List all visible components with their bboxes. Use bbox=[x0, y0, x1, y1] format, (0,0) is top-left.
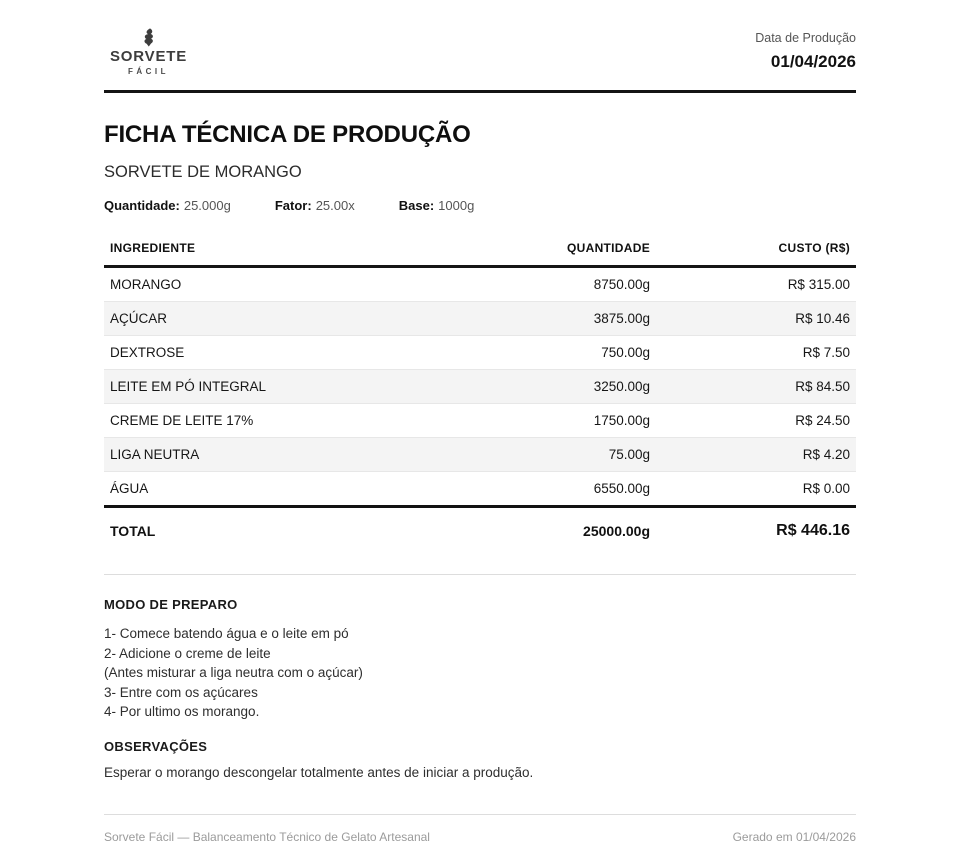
document-header bbox=[104, 28, 856, 93]
footer-generated-date: Gerado em 01/04/2026 bbox=[732, 829, 856, 844]
total-row bbox=[104, 507, 856, 551]
document-footer bbox=[104, 814, 856, 844]
ingredient-cost: R$ 84.50 bbox=[656, 370, 856, 404]
table-header-row bbox=[104, 233, 856, 267]
column-header-ingredient: INGREDIENTE bbox=[104, 233, 404, 267]
production-date-block bbox=[755, 28, 856, 72]
batch-info-row bbox=[104, 198, 856, 213]
preparo-steps bbox=[104, 624, 856, 722]
ingredient-row bbox=[104, 438, 856, 472]
ingredient-quantity: 3875.00g bbox=[404, 302, 656, 336]
ingredient-name: LIGA NEUTRA bbox=[104, 438, 404, 472]
brand-name: SORVETE bbox=[110, 48, 188, 65]
ingredient-cost: R$ 315.00 bbox=[656, 267, 856, 302]
ingredient-name: CREME DE LEITE 17% bbox=[104, 404, 404, 438]
total-label: TOTAL bbox=[104, 507, 404, 551]
production-date-label: Data de Produção bbox=[755, 31, 856, 45]
ingredients-body bbox=[104, 267, 856, 507]
ingredient-quantity: 1750.00g bbox=[404, 404, 656, 438]
ingredient-row bbox=[104, 336, 856, 370]
ingredient-cost: R$ 0.00 bbox=[802, 481, 850, 496]
quantity-value: 25.000g bbox=[183, 198, 231, 213]
base-label: Base: bbox=[398, 198, 435, 213]
preparation-step: (Antes misturar a liga neutra com o açúcar) bbox=[104, 665, 363, 680]
ingredient-quantity: 8750.00g bbox=[404, 267, 656, 302]
base-info bbox=[399, 198, 475, 213]
production-sheet bbox=[104, 0, 856, 844]
brand-subname: FÁCIL bbox=[127, 67, 170, 76]
factor-value: 25.00x bbox=[315, 198, 355, 213]
column-header-cost: CUSTO (R$) bbox=[656, 233, 856, 267]
section-divider bbox=[104, 574, 856, 575]
ingredient-row bbox=[104, 472, 856, 507]
observations-section bbox=[104, 739, 856, 780]
ingredient-quantity: 750.00g bbox=[404, 336, 656, 370]
ingredient-name: AÇÚCAR bbox=[104, 302, 404, 336]
observations-text: Esperar o morango descongelar totalmente antes de iniciar a produção. bbox=[104, 764, 534, 780]
factor-label: Fator: bbox=[274, 198, 312, 213]
ingredient-quantity: 6550.00g bbox=[593, 481, 650, 496]
preparation-heading: MODO DE PREPARO bbox=[104, 597, 238, 612]
column-header-quantity: QUANTIDADE bbox=[404, 233, 656, 267]
total-cost: R$ 446.16 bbox=[656, 507, 856, 551]
production-date-value: 01/04/2026 bbox=[770, 52, 856, 71]
recipe-name: SORVETE DE MORANGO bbox=[104, 163, 302, 181]
brand-logo bbox=[104, 28, 187, 76]
footer-brand-line: Sorvete Fácil — Balanceamento Técnico de Gelato Artesanal bbox=[104, 829, 430, 844]
factor-info bbox=[275, 198, 355, 213]
base-value: 1000g bbox=[438, 198, 475, 213]
ingredient-name: LEITE EM PÓ INTEGRAL bbox=[104, 370, 404, 404]
ingredient-cost: R$ 4.20 bbox=[656, 438, 856, 472]
ingredient-cost: R$ 24.50 bbox=[656, 404, 856, 438]
ingredient-cost: R$ 7.50 bbox=[656, 336, 856, 370]
preparation-section bbox=[104, 597, 856, 722]
ingredient-row bbox=[104, 267, 856, 302]
preparation-step: 3- Entre com os açúcares bbox=[104, 684, 258, 700]
page-title: FICHA TÉCNICA DE PRODUÇÃO bbox=[104, 121, 471, 148]
soft-serve-swirl-icon bbox=[141, 28, 156, 47]
ingredient-row bbox=[104, 370, 856, 404]
preparation-step: 4- Por ultimo os morango. bbox=[104, 704, 260, 719]
quantity-label: Quantidade: bbox=[104, 198, 180, 213]
ingredients-table bbox=[104, 233, 856, 550]
ingredient-name: ÁGUA bbox=[110, 481, 149, 496]
quantity-info bbox=[104, 198, 231, 213]
total-quantity: 25000.00g bbox=[404, 507, 656, 551]
preparation-step: 2- Adicione o creme de leite bbox=[104, 645, 271, 661]
ingredient-cost: R$ 10.46 bbox=[656, 302, 856, 336]
ingredient-quantity: 3250.00g bbox=[404, 370, 656, 404]
ingredient-quantity: 75.00g bbox=[404, 438, 656, 472]
observations-heading: OBSERVAÇÕES bbox=[104, 738, 208, 754]
ingredient-name: DEXTROSE bbox=[104, 336, 404, 370]
preparation-step: 1- Comece batendo água e o leite em pó bbox=[104, 626, 349, 641]
ingredient-name: MORANGO bbox=[104, 267, 404, 302]
ingredient-row bbox=[104, 302, 856, 336]
ingredient-row bbox=[104, 404, 856, 438]
